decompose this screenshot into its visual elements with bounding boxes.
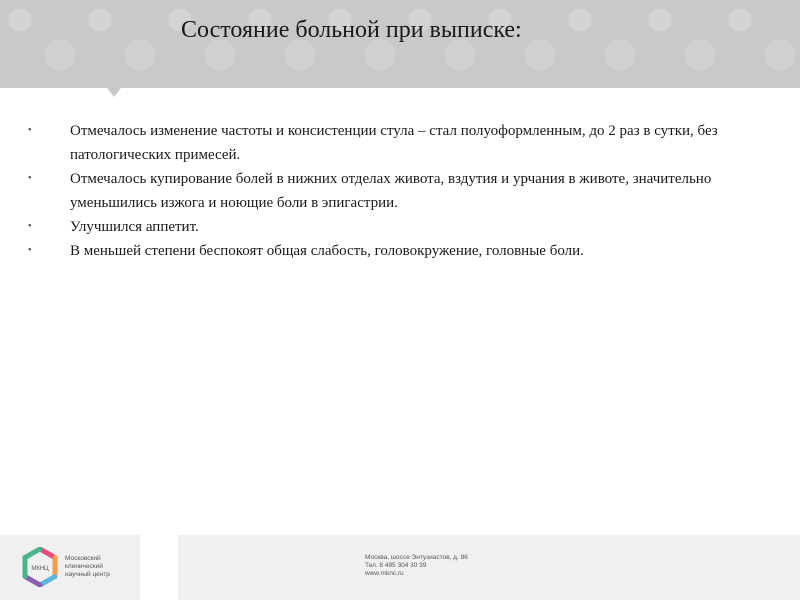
- footer-logo-panel: [0, 535, 140, 600]
- bullet-item: [28, 119, 768, 167]
- logo-line: научный центр: [65, 571, 110, 578]
- bullet-marker: •: [28, 221, 32, 232]
- bullet-text: Отмечалось купирование болей в нижних отделах живота, вздутия и урчания в животе, значительно уменьшились изжога и ноющие боли в эпигастрии.: [70, 171, 712, 211]
- logo-line: Московский: [65, 555, 101, 562]
- bullet-text: Отмечалось изменение частоты и консистенции стула – стал полуоформленным, до 2 раз в сутки, без патологических примесей.: [70, 123, 718, 163]
- bullet-text: В меньшей степени беспокоят общая слабость, головокружение, головные боли.: [70, 243, 584, 259]
- mknc-hexagon-logo-icon: [22, 547, 58, 587]
- footer: [0, 535, 800, 600]
- bullet-list: [28, 119, 768, 263]
- bullet-item: [28, 239, 768, 263]
- bullet-item: [28, 167, 768, 215]
- website-link[interactable]: www.mknc.ru: [365, 570, 404, 577]
- bullet-marker: •: [28, 125, 32, 136]
- header-notch: [107, 88, 121, 97]
- logo-abbr: МКНЦ: [31, 566, 49, 572]
- logo-line: клинический: [65, 563, 103, 570]
- phone-text: Тел. 8 495 304 30 39: [365, 562, 427, 569]
- address-text: Москва, шоссе Энтузиастов, д. 86: [365, 554, 468, 561]
- bullet-marker: •: [28, 173, 32, 184]
- bullet-marker: •: [28, 245, 32, 256]
- bullet-item: [28, 215, 768, 239]
- contacts: [365, 554, 468, 578]
- slide-title: Состояние больной при выписке:: [181, 17, 522, 43]
- logo-text: [65, 555, 110, 579]
- footer-contacts-panel: [178, 535, 800, 600]
- header-band: [0, 0, 800, 88]
- bullet-text: Улучшился аппетит.: [70, 219, 199, 235]
